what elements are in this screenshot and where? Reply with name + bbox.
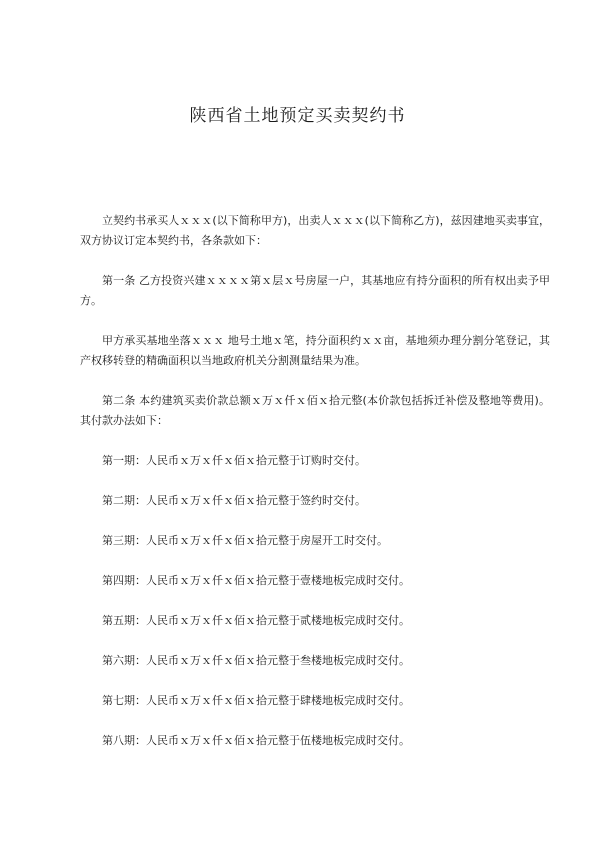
payment-phase-8: 第八期：人民币ｘ万ｘ仟ｘ佰ｘ拾元整于伍楼地板完成时交付。 <box>102 734 410 747</box>
document-title: 陕西省土地预定买卖契约书 <box>189 106 406 126</box>
document-body <box>80 211 550 771</box>
payment-phase-2: 第二期：人民币ｘ万ｘ仟ｘ佰ｘ拾元整于签约时交付。 <box>102 494 366 507</box>
land-details-paragraph: 甲方承买基地坐落ｘｘｘ 地号土地ｘ笔，持分面积约ｘｘ亩，基地须办理分割分笔登记，其产权移转登的精确面积以当地政府机关分割测量结果为准。 <box>80 334 550 367</box>
payment-phase-1: 第一期：人民币ｘ万ｘ仟ｘ佰ｘ拾元整于订购时交付。 <box>102 454 366 467</box>
payment-phase-6: 第六期：人民币ｘ万ｘ仟ｘ佰ｘ拾元整于叁楼地板完成时交付。 <box>102 654 410 667</box>
clause-2-paragraph: 第二条 本约建筑买卖价款总额ｘ万ｘ仟ｘ佰ｘ拾元整(本价款包括拆迁补偿及整地等费用)。其付款办法如下： <box>80 394 550 427</box>
payment-phase-4: 第四期：人民币ｘ万ｘ仟ｘ佰ｘ拾元整于壹楼地板完成时交付。 <box>102 574 410 587</box>
intro-paragraph: 立契约书承买人ｘｘｘ(以下简称甲方)，出卖人ｘｘｘ(以下简称乙方)，兹因建地买卖事宜，双方协议订定本契约书，各条款如下： <box>80 214 550 247</box>
payment-phase-5: 第五期：人民币ｘ万ｘ仟ｘ佰ｘ拾元整于贰楼地板完成时交付。 <box>102 614 410 627</box>
payment-phase-3: 第三期：人民币ｘ万ｘ仟ｘ佰ｘ拾元整于房屋开工时交付。 <box>102 534 388 547</box>
clause-1-paragraph: 第一条 乙方投资兴建ｘｘｘｘ第ｘ层ｘ号房屋一户，其基地应有持分面积的所有权出卖予甲方。 <box>80 274 550 307</box>
payment-phase-7: 第七期：人民币ｘ万ｘ仟ｘ佰ｘ拾元整于肆楼地板完成时交付。 <box>102 694 410 707</box>
